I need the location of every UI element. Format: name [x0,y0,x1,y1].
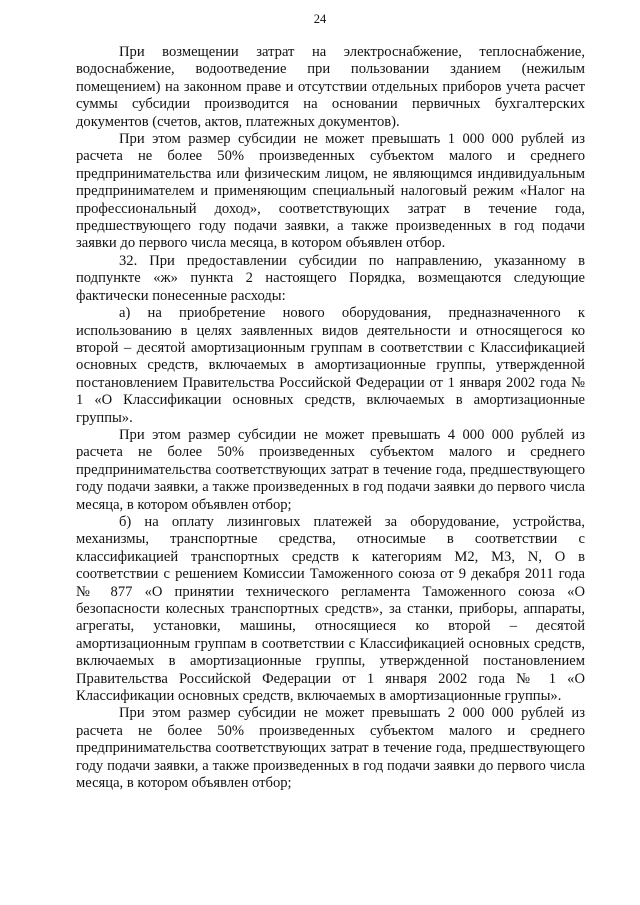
paragraph-subsidy-limit-2000000: При этом размер субсидии не может превышать 2 000 000 рублей из расчета не более 50% произведенных субъектом малого и среднего предпринимательства соответствующих затрат в течение года, предшествующего году подачи заявки, а также произведенных в год подачи заявки до первого числа месяца, в котором объявлен отбор; [76,705,585,792]
paragraph-item-a-equipment: а) на приобретение нового оборудования, предназначенного к использованию в целях заявленных видов деятельности и относящегося ко второй – десятой амортизационным группам в соответствии с Классификацией основных средств, включаемых в амортизационные группы, утвержденной постановлением Правительства Российской Федерации от 1 января 2002 года № 1 «О Классификации основных средств, включаемых в амортизационные группы». [76,305,585,426]
page-number: 24 [313,12,327,26]
paragraph-utilities-reimbursement: При возмещении затрат на электроснабжение, теплоснабжение, водоснабжение, водоотведение при пользовании зданием (нежилым помещением) на законном праве и отсутствии отдельных приборов учета расчет суммы субсидии производится на основании первичных бухгалтерских документов (счетов, актов, платежных документов). [76,44,585,130]
paragraph-subsidy-limit-1000000: При этом размер субсидии не может превышать 1 000 000 рублей из расчета не более 50% произведенных субъектом малого и среднего предпринимательства или физическим лицом, не являющимся индивидуальным предпринимателем и применяющим специальный налоговый режим «Налог на профессиональный доход», соответствующих затрат в течение года, предшествующего году подачи заявки, а также произведенных в год подачи заявки до первого числа месяца, в котором объявлен отбор. [76,131,585,252]
paragraph-item-b-leasing: б) на оплату лизинговых платежей за оборудование, устройства, механизмы, транспортные средства, относимые в соответствии с классификацией транспортных средств к категориям M2, M3, N, O в соответствии с решением Комиссии Таможенного союза от 9 декабря 2011 года № 877 «О принятии технического регламента Таможенного союза «О безопасности колесных транспортных средств», за станки, приборы, аппараты, агрегаты, установки, машины, относящиеся ко второй – десятой амортизационным группам в соответствии с Классификацией основных средств, включаемых в амортизационные группы, утвержденной постановлением Правительства Российской Федерации от 1 января 2002 года № 1 «О Классификации основных средств, включаемых в амортизационные группы». [76,513,585,705]
paragraph-section-32: 32. При предоставлении субсидии по направлению, указанному в подпункте «ж» пункта 2 настоящего Порядка, возмещаются следующие фактически понесенные расходы: [76,252,585,304]
paragraph-subsidy-limit-4000000: При этом размер субсидии не может превышать 4 000 000 рублей из расчета не более 50% произведенных субъектом малого и среднего предпринимательства соответствующих затрат в течение года, предшествующего году подачи заявки, а также произведенных в год подачи заявки до первого числа месяца, в котором объявлен отбор; [76,426,585,513]
document-body [76,44,585,792]
